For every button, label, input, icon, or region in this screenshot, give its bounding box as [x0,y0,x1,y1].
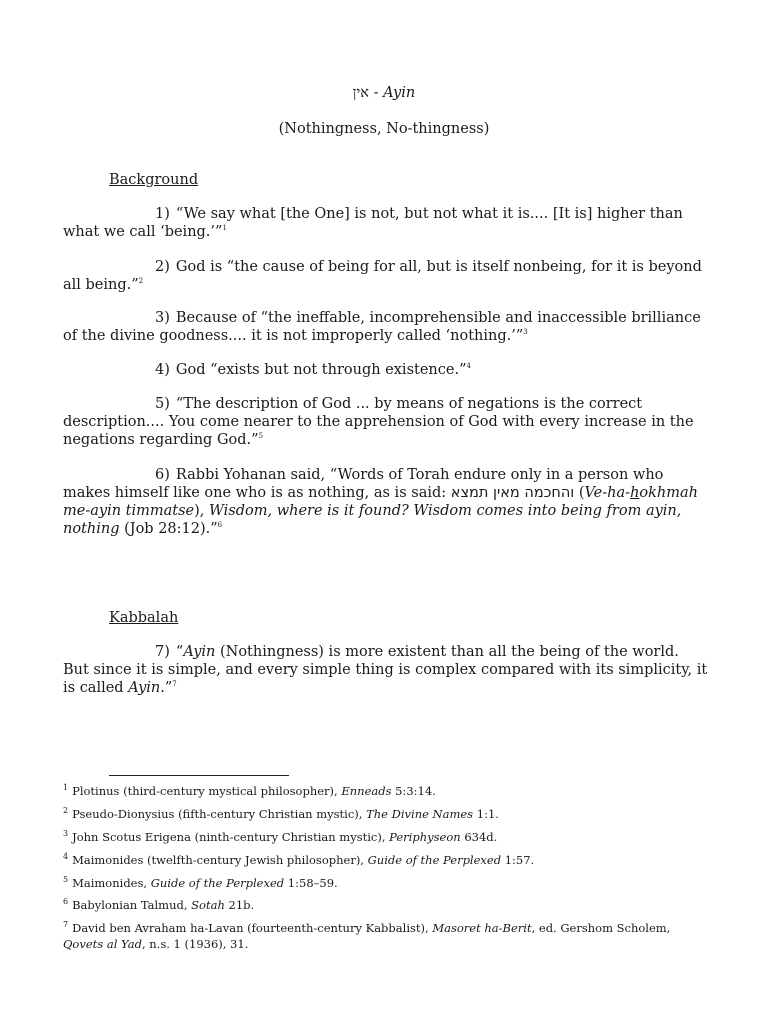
paragraph-number: 1) [155,206,170,222]
footnote-title: Periphyseon [389,830,461,844]
footnote-1 [63,783,709,799]
footnote-4 [63,852,709,868]
transliteration-part: Ve-ha- [584,485,631,501]
footnote-ref: 6 [217,521,223,530]
footnote-2 [63,806,709,822]
footnote-title: Masoret ha-Berit [432,921,532,935]
paragraph-number: 4) [155,362,170,378]
footnote-text: Pseudo-Dionysius (fifth-century Christian mystic), [72,807,367,821]
footnote-ref: 2 [138,277,144,286]
paragraph-text: (Nothingness) is more existent than all the being of the world. But since it is simple, and every simple thing is complex compared with its simplicity, it is called [63,644,708,696]
footnote-text: David ben Avraham ha-Lavan (fourteenth-century Kabbalist), [72,921,433,935]
footnote-title: Enneads [341,784,392,798]
footnote-ref: 4 [466,362,471,371]
section-heading-kabbalah: Kabbalah [109,610,179,626]
footnote-3 [63,829,709,845]
footnote-6 [63,897,709,913]
paragraph-text: .” [160,680,173,696]
footnote-number: 6 [63,897,69,907]
footnote-7 [63,920,709,952]
page-subtitle: (Nothingness, No-thingness) [278,121,490,137]
footnote-ref: 1 [222,224,227,233]
footnote-title: Qovets al Yad [63,937,142,951]
italic-term: Ayin [128,680,161,696]
transliteration-underlined: h [630,485,640,501]
paragraph-text: (Job 28:12).” [119,521,218,537]
paragraph-number: 6) [155,467,170,483]
footnote-5 [63,875,709,891]
footnote-number: 3 [63,829,69,839]
footnote-title: Sotah [191,898,225,912]
title-latin: Ayin [383,85,416,101]
paragraph-text: God “exists but not through existence.” [175,362,467,378]
paragraph-3 [63,309,709,345]
footnote-text: , n.s. 1 (1936), 31. [141,937,249,951]
paragraph-number: 3) [155,310,170,326]
footnote-text: 1:57. [501,853,535,867]
footnote-text: 1:58–59. [284,876,338,890]
paragraph-7 [63,643,709,697]
footnote-text: Babylonian Talmud, [72,898,192,912]
paragraph-text: ), [194,503,209,519]
paragraph-text: ( [574,485,585,501]
footnote-ref: 5 [258,432,264,441]
verse-translation: Wisdom, where is it found? Wisdom comes into being from ayin, nothing [63,503,682,537]
title-separator: - [369,85,384,101]
footnote-title: Guide of the Perplexed [150,876,285,890]
transliteration-part: okhmah me-ayin timmatse [63,485,698,519]
italic-term: Ayin [183,644,216,660]
section-heading-background: Background [109,172,199,188]
paragraph-5 [63,395,709,449]
footnote-ref: 3 [523,328,528,337]
paragraph-number: 7) [155,644,170,660]
page-title [0,85,768,102]
footnote-number: 5 [63,875,69,885]
paragraph-6 [63,466,709,538]
paragraph-4 [63,361,709,379]
paragraph-2 [63,258,709,294]
hebrew-verse: והחכמה מאין תמצא [450,485,575,501]
paragraph-1 [63,205,709,241]
paragraph-text: “The description of God ... by means of negations is the correct description.... You come nearer to the apprehension of God with every increase in the negations regarding God.” [63,396,694,448]
footnote-number: 2 [63,806,69,816]
footnote-text: John Scotus Erigena (ninth-century Christian mystic), [72,830,390,844]
footnote-text: , ed. Gershom Scholem, [531,921,671,935]
footnote-text: 21b. [224,898,255,912]
footnote-ref: 7 [172,680,177,689]
paragraph-text: “ [175,644,184,660]
footnote-title: The Divine Names [366,807,474,821]
paragraph-number: 5) [155,396,170,412]
footnote-title: Guide of the Perplexed [367,853,502,867]
paragraph-text: Rabbi Yohanan said, “Words of Torah endure only in a person who makes himself like one who is as nothing, as is said: [63,467,664,501]
footnote-number: 7 [63,920,69,930]
footnote-number: 4 [63,852,69,862]
footnote-text: 5:3:14. [391,784,436,798]
footnote-text: Maimonides, [72,876,151,890]
footnote-text: 634d. [460,830,498,844]
footnote-text: Maimonides (twelfth-century Jewish philosopher), [72,853,368,867]
paragraph-text: “We say what [the One] is not, but not what it is.... [It is] higher than what we call ‘being.’” [63,206,683,240]
footnote-text: 1:1. [473,807,499,821]
footnote-number: 1 [63,783,69,793]
title-hebrew: אין [352,85,369,101]
paragraph-number: 2) [155,259,170,275]
paragraph-text: Because of “the ineffable, incomprehensible and inaccessible brilliance of the divine goodness.... it is not improperly called ‘nothing.’” [63,310,701,344]
footnote-separator [109,775,289,776]
paragraph-text: God is “the cause of being for all, but is itself nonbeing, for it is beyond all being.” [63,259,702,293]
footnote-text: Plotinus (third-century mystical philosopher), [72,784,342,798]
